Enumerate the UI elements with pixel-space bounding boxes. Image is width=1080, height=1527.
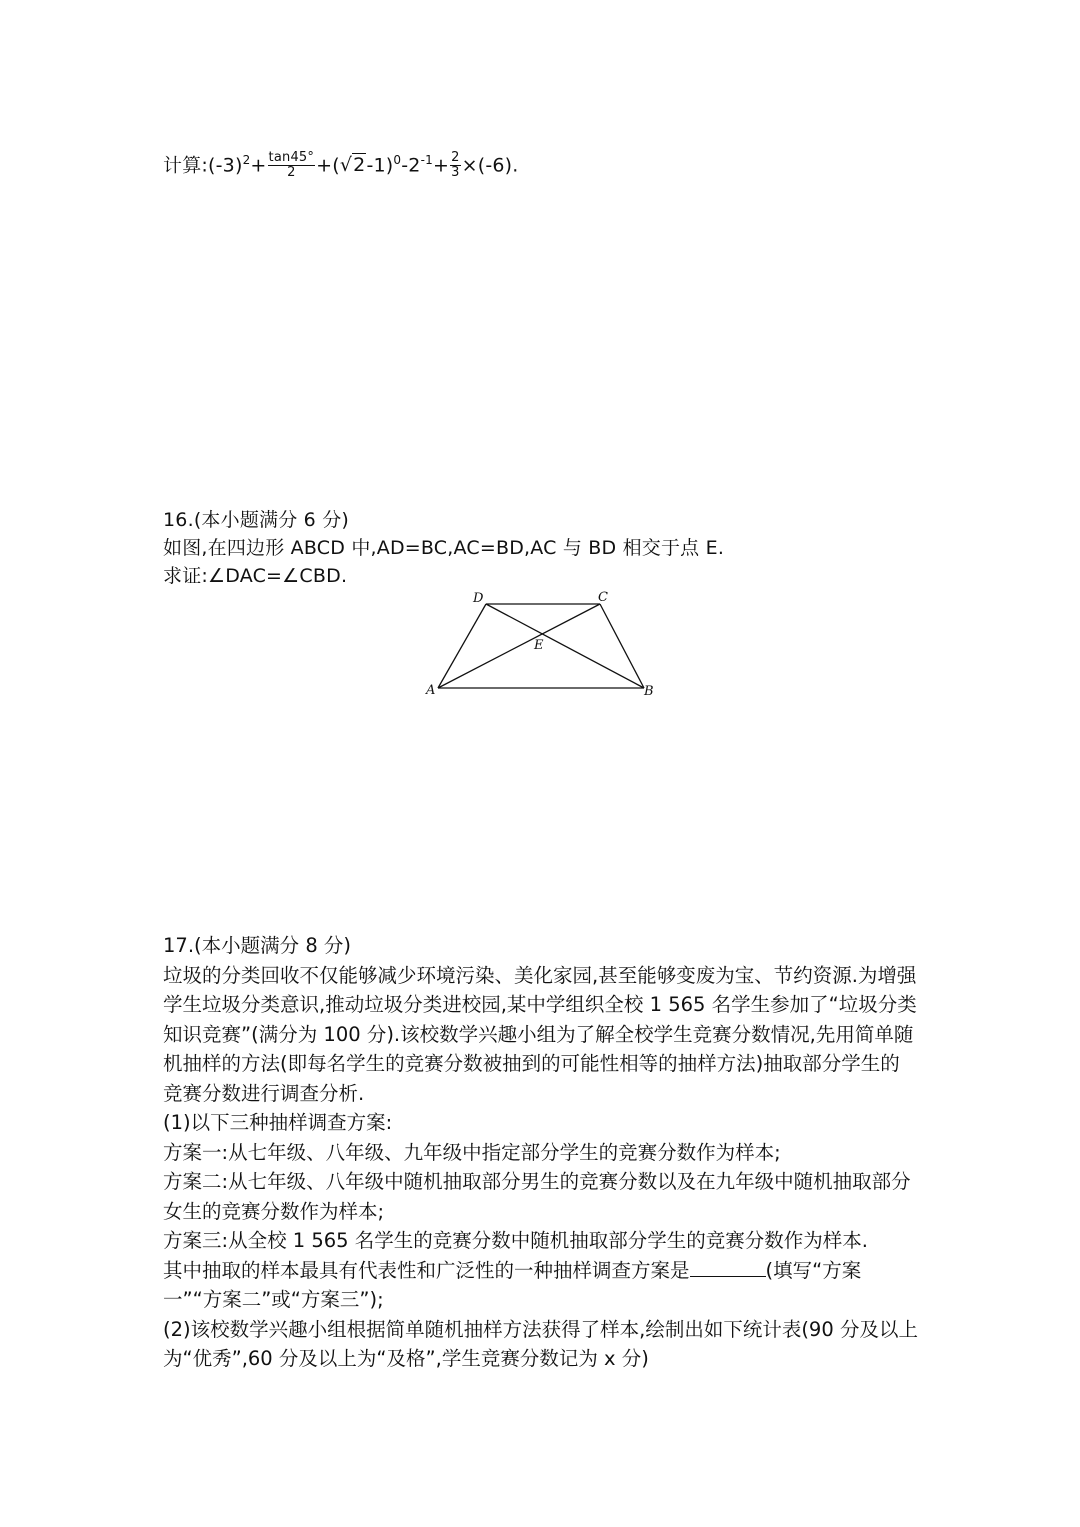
q15-square-exp: 2	[242, 153, 251, 167]
q17-ask	[163, 1256, 919, 1315]
q15-plus-3: +	[432, 154, 450, 177]
q17-plan2: 方案二:从七年级、八年级中随机抽取部分男生的竞赛分数以及在九年级中随机抽取部分女生的竞赛分数作为样本;	[163, 1170, 911, 1223]
q17-plan1: 方案一:从七年级、八年级、九年级中指定部分学生的竞赛分数作为样本;	[163, 1140, 781, 1164]
q15-two-thirds	[450, 151, 460, 180]
diagonal-bd	[486, 604, 644, 688]
side-cb	[600, 604, 644, 688]
q17-ask-b: (填写“方案	[765, 1258, 862, 1282]
q15-tan-fraction	[268, 151, 316, 180]
q17-part2: (2)该校数学兴趣小组根据简单随机抽样方法获得了样本,绘制出如下统计表(90 分及以上为“优秀”,60 分及以上为“及格”,学生竞赛分数记为 x 分)	[163, 1317, 918, 1370]
q16-statement: 如图,在四边形 ABCD 中,AD=BC,AC=BD,AC 与 BD 相交于点 E.	[163, 537, 725, 559]
label-e: E	[534, 638, 544, 653]
q17-header: 17.(本小题满分 8 分)	[163, 934, 352, 957]
label-b: B	[644, 684, 654, 699]
q15-sqrt-symbol: √	[339, 154, 353, 177]
q17-plan3: 方案三:从全校 1 565 名学生的竞赛分数中随机抽取部分学生的竞赛分数作为样本.	[163, 1229, 868, 1252]
answer-blank[interactable]	[690, 1258, 766, 1277]
q15-minus-2: -2	[401, 154, 421, 177]
q15-plus-2: +(	[316, 154, 340, 177]
q15-paren-close: -1)	[366, 154, 394, 177]
q17-block	[163, 931, 919, 1374]
q15-frac-num: tan45°	[268, 150, 315, 166]
q15-neg1-exp: -1	[420, 153, 433, 167]
quadrilateral-figure	[418, 582, 668, 707]
q15-frac-den: 2	[287, 165, 296, 181]
q15-zero-exp: 0	[393, 153, 402, 167]
q16-header: 16.(本小题满分 6 分)	[163, 509, 350, 531]
q15-sqrt-arg: 2	[353, 154, 366, 177]
label-a: A	[426, 683, 436, 698]
q15-tail: ×(-6).	[461, 154, 519, 177]
q15-plus-1: +	[250, 154, 267, 177]
q17-ask-a: 其中抽取的样本最具有代表性和广泛性的一种抽样调查方案是	[163, 1258, 690, 1282]
q17-intro: 垃圾的分类回收不仅能够减少环境污染、美化家园,甚至能够变废为宝、节约资源.为增强学生垃圾分类意识,推动垃圾分类进校园,某中学组织全校 1 565 名学生参加了“垃圾分类知识竞赛”(满分为 100 分).该校数学兴趣小组为了解全校学生竞赛分数情况,先用简单随机抽样的方法(即每名学生的竞赛分数被抽到的可能性相等的抽样方法)抽取部分学生的竞赛分数进行调查分析.	[163, 963, 917, 1105]
q15-frac2-den: 3	[451, 165, 460, 181]
label-d: D	[473, 591, 484, 606]
label-c: C	[598, 590, 608, 605]
q15-frac2-num: 2	[451, 150, 460, 166]
q15-expression	[163, 147, 519, 180]
q17-ask-c: 一”“方案二”或“方案三”);	[163, 1288, 384, 1311]
q15-prefix: 计算:(-3)	[163, 154, 243, 177]
q17-part1: (1)以下三种抽样调查方案:	[163, 1111, 393, 1134]
q16-prove: 求证:∠DAC=∠CBD.	[163, 565, 348, 587]
q15-sqrt	[340, 152, 367, 178]
